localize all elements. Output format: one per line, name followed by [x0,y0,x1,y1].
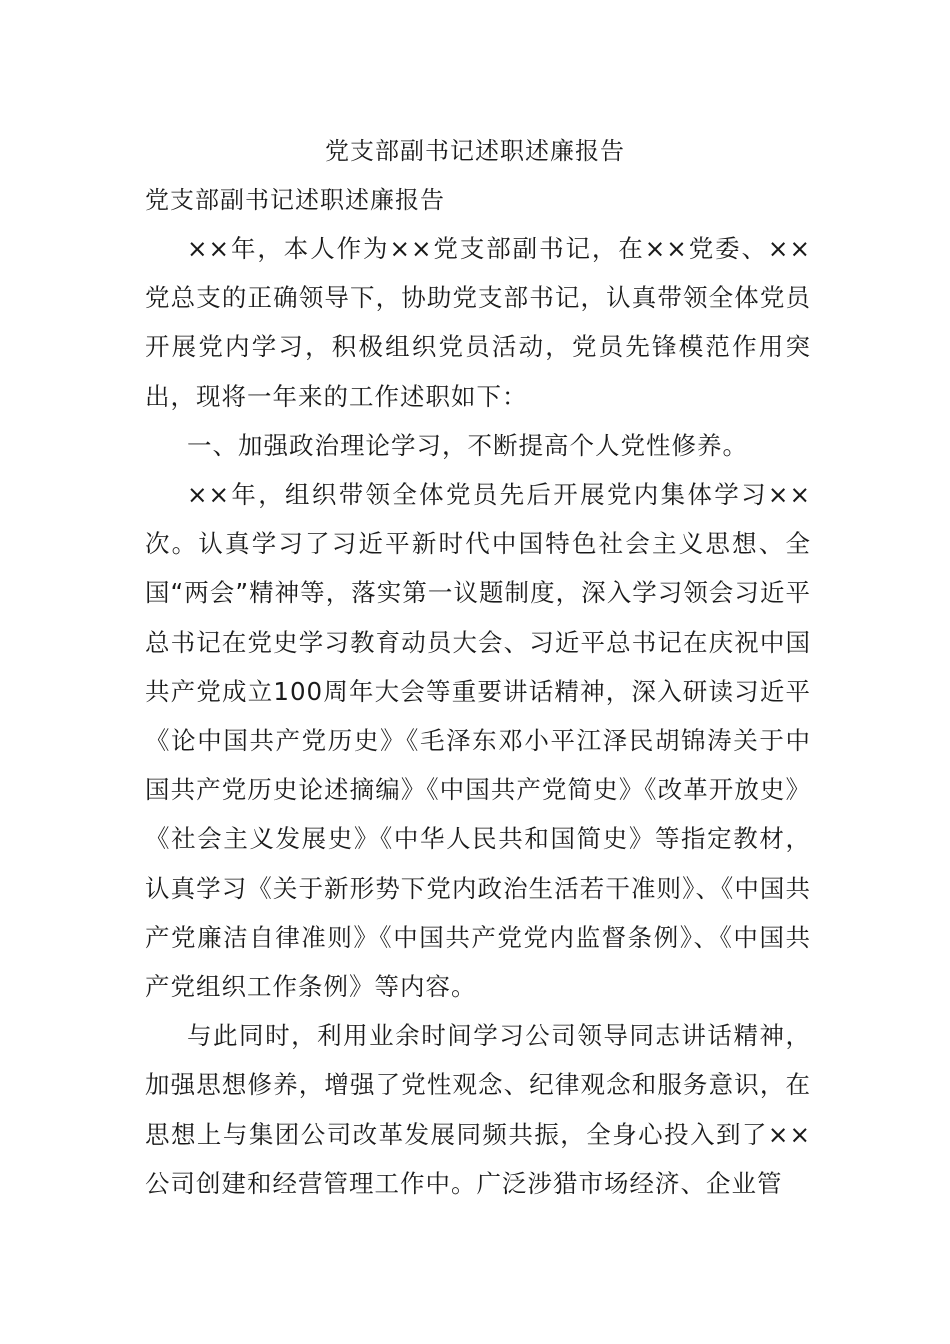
section-heading-1: 一、加强政治理论学习，不断提高个人党性修养。 [187,430,748,460]
document-body [145,178,811,1208]
document-subtitle: 党支部副书记述职述廉报告 [145,186,445,214]
paragraph-study: ××年，组织带领全体党员先后开展党内集体学习××次。认真学习了习近平新时代中国特色社会主义思想、全国“两会”精神等，落实第一议题制度，深入学习领会习近平总书记在党史学习教育动员大会、习近平总书记在庆祝中国共产党成立100周年大会等重要讲话精神，深入研读习近平《论中国共产党历史》《毛泽东邓小平江泽民胡锦涛关于中国共产党历史论述摘编》《中国共产党简史》《改革开放史》《社会主义发展史》《中华人民共和国简史》等指定教材，认真学习《关于新形势下党内政治生活若干准则》、《中国共产党廉洁自律准则》《中国共产党党内监督条例》、《中国共产党组织工作条例》等内容。 [145,480,811,1002]
paragraph-meanwhile: 与此同时，利用业余时间学习公司领导同志讲话精神，加强思想修养，增强了党性观念、纪律观念和服务意识，在思想上与集团公司改革发展同频共振，全身心投入到了××公司创建和经营管理工作中。广泛涉猎市场经济、企业管 [145,1021,811,1198]
paragraph-intro: ××年，本人作为××党支部副书记，在××党委、××党总支的正确领导下，协助党支部书记，认真带领全体党员开展党内学习，积极组织党员活动，党员先锋模范作用突出，现将一年来的工作述职如下： [145,234,811,411]
document-title: 党支部副书记述职述廉报告 [325,137,625,165]
